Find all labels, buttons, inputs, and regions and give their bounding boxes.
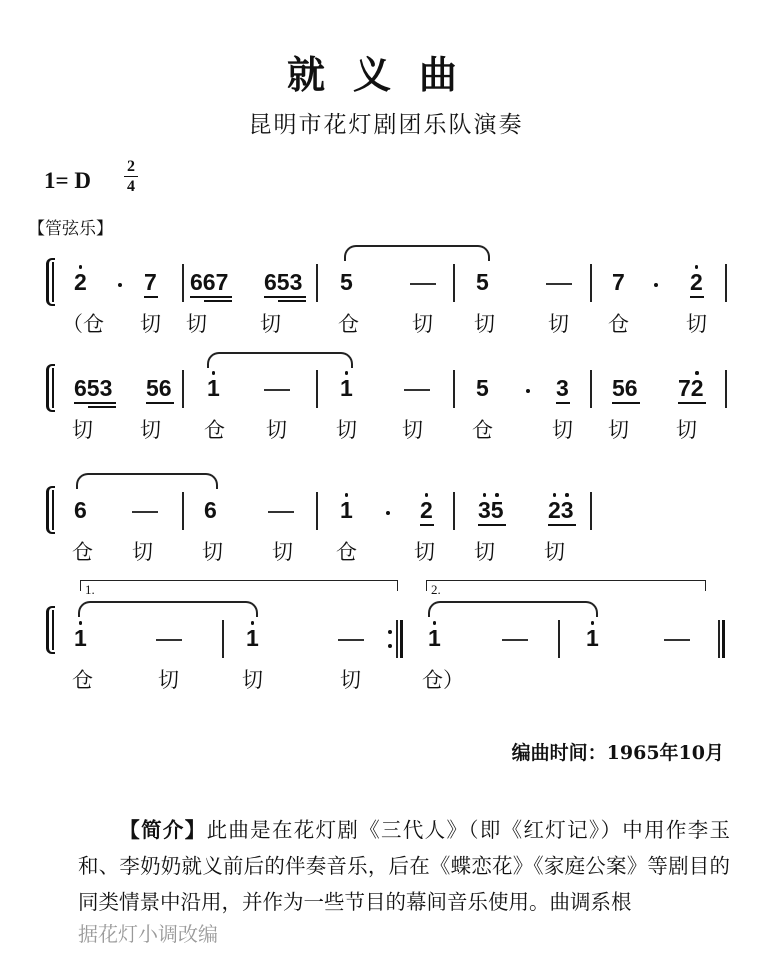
- final-barline: [718, 620, 720, 658]
- introduction-paragraph: [78, 812, 730, 920]
- percussion-syllable: 切: [140, 312, 161, 336]
- system-brace: [46, 606, 55, 654]
- dash: [132, 511, 158, 513]
- note-group: 653: [74, 375, 113, 401]
- percussion-syllable: 切: [336, 418, 357, 442]
- percussion-syllable: 切: [402, 418, 423, 442]
- slur: [78, 601, 258, 617]
- volta-bracket-2: [426, 580, 706, 597]
- percussion-syllable: 仓: [72, 540, 93, 564]
- augmentation-dot: [386, 511, 390, 515]
- system-brace: [46, 258, 55, 306]
- percussion-syllable: 切: [474, 540, 495, 564]
- note: 2: [690, 375, 704, 401]
- dash: [264, 389, 290, 391]
- note-group: 56: [612, 375, 638, 401]
- barline: [558, 620, 560, 658]
- underline: [190, 296, 232, 298]
- percussion-syllable: 切: [548, 312, 569, 336]
- repeat-dot: [388, 644, 392, 648]
- underline: [264, 296, 306, 298]
- intro-text: 此曲是在花灯剧《三代人》（即《红灯记》）中用作李玉和、李奶奶就义前后的伴奏音乐，后在《蝶恋花》《家庭公案》等剧目的同类情景中沿用，并作为一些节目的幕间音乐使用。曲调系根: [78, 818, 731, 914]
- underline: [556, 402, 570, 404]
- repeat-barline: [396, 620, 398, 658]
- percussion-syllable: 切: [158, 668, 179, 692]
- performer-subtitle: 昆明市花灯剧团乐队演奏: [248, 112, 524, 138]
- barline: [453, 492, 455, 530]
- percussion-syllable: 切: [414, 540, 435, 564]
- barline: [316, 492, 318, 530]
- volta-bracket-1: [80, 580, 398, 597]
- note: 5: [490, 497, 504, 523]
- barline: [316, 370, 318, 408]
- final-barline-thick: [722, 620, 725, 658]
- note: 1: [586, 625, 599, 651]
- percussion-syllable: 仓）: [422, 668, 464, 692]
- note: 6: [204, 497, 217, 523]
- percussion-syllable: 切: [340, 668, 361, 692]
- barline: [182, 492, 184, 530]
- barline: [590, 492, 592, 530]
- time-denominator: 4: [127, 178, 135, 195]
- instrumentation-label: 【管弦乐】: [28, 219, 113, 239]
- dash: [502, 639, 528, 641]
- dash: [404, 389, 430, 391]
- underline: [478, 524, 506, 526]
- underline: [548, 524, 576, 526]
- note: 3: [478, 497, 491, 523]
- percussion-syllable: 切: [272, 540, 293, 564]
- note: 2: [74, 269, 87, 295]
- percussion-syllable: 切: [242, 668, 263, 692]
- percussion-syllable: 切: [544, 540, 565, 564]
- intro-cutoff-line: 据花灯小调改编: [78, 922, 218, 946]
- note: 2: [548, 497, 561, 523]
- slur: [344, 245, 490, 261]
- percussion-syllable: 仓: [472, 418, 493, 442]
- augmentation-dot: [118, 283, 122, 287]
- underline: [88, 406, 116, 408]
- note: 1: [246, 625, 259, 651]
- note: 7: [612, 269, 625, 295]
- underline: [74, 402, 116, 404]
- underline: [612, 402, 640, 404]
- system-brace: [46, 364, 55, 412]
- barline: [453, 264, 455, 302]
- barline: [182, 370, 184, 408]
- percussion-syllable: 切: [72, 418, 93, 442]
- underline: [146, 402, 174, 404]
- time-numerator: 2: [127, 158, 135, 175]
- volta-label: 2.: [431, 582, 441, 597]
- page-title: 就义曲: [286, 52, 485, 97]
- note: 6: [74, 497, 87, 523]
- note: 3: [556, 375, 569, 401]
- note-group: 56: [146, 375, 172, 401]
- note: 5: [340, 269, 353, 295]
- barline: [590, 370, 592, 408]
- note: 1: [207, 375, 220, 401]
- key-signature: 1= D: [44, 168, 91, 193]
- note: 7: [144, 269, 157, 295]
- dash: [338, 639, 364, 641]
- repeat-dot: [388, 630, 392, 634]
- note: 5: [476, 375, 489, 401]
- underline: [420, 524, 434, 526]
- percussion-syllable: 仓: [336, 540, 357, 564]
- note: 3: [560, 497, 574, 523]
- note: 1: [340, 375, 353, 401]
- underline: [678, 402, 706, 404]
- percussion-syllable: 切: [412, 312, 433, 336]
- time-signature: [124, 158, 138, 195]
- dash: [268, 511, 294, 513]
- percussion-syllable: 切: [140, 418, 161, 442]
- underline: [144, 296, 158, 298]
- barline: [590, 264, 592, 302]
- note: 1: [340, 497, 353, 523]
- percussion-syllable: 仓: [72, 668, 93, 692]
- volta-label: 1.: [85, 582, 95, 597]
- barline: [725, 370, 727, 408]
- percussion-syllable: （仓: [62, 312, 104, 336]
- percussion-syllable: 仓: [338, 312, 359, 336]
- underline: [204, 300, 232, 302]
- dash: [156, 639, 182, 641]
- augmentation-dot: [526, 389, 530, 393]
- slur: [207, 352, 353, 368]
- note: 2: [420, 497, 433, 523]
- percussion-syllable: 仓: [608, 312, 629, 336]
- percussion-syllable: 仓: [204, 418, 225, 442]
- underline: [690, 296, 704, 298]
- underline: [278, 300, 306, 302]
- percussion-syllable: 切: [686, 312, 707, 336]
- slur: [76, 473, 218, 489]
- note-group: 653: [264, 269, 303, 295]
- note: 5: [476, 269, 489, 295]
- percussion-syllable: 切: [608, 418, 629, 442]
- barline: [316, 264, 318, 302]
- barline: [182, 264, 184, 302]
- system-brace: [46, 486, 55, 534]
- percussion-syllable: 切: [132, 540, 153, 564]
- dash: [664, 639, 690, 641]
- barline: [453, 370, 455, 408]
- augmentation-dot: [654, 283, 658, 287]
- arrangement-date: 编曲时间：1965年10月: [511, 742, 724, 764]
- intro-label: 【简介】: [118, 818, 207, 842]
- note: 1: [428, 625, 441, 651]
- percussion-syllable: 切: [552, 418, 573, 442]
- dash: [410, 283, 436, 285]
- percussion-syllable: 切: [260, 312, 281, 336]
- percussion-syllable: 切: [266, 418, 287, 442]
- note-group: 667: [190, 269, 229, 295]
- repeat-barline-thick: [400, 620, 403, 658]
- dash: [546, 283, 572, 285]
- percussion-syllable: 切: [186, 312, 207, 336]
- percussion-syllable: 切: [676, 418, 697, 442]
- fraction-line: [124, 176, 138, 177]
- barline: [222, 620, 224, 658]
- percussion-syllable: 切: [474, 312, 495, 336]
- barline: [725, 264, 727, 302]
- percussion-syllable: 切: [202, 540, 223, 564]
- slur: [428, 601, 598, 617]
- note: 1: [74, 625, 87, 651]
- note: 2: [690, 269, 703, 295]
